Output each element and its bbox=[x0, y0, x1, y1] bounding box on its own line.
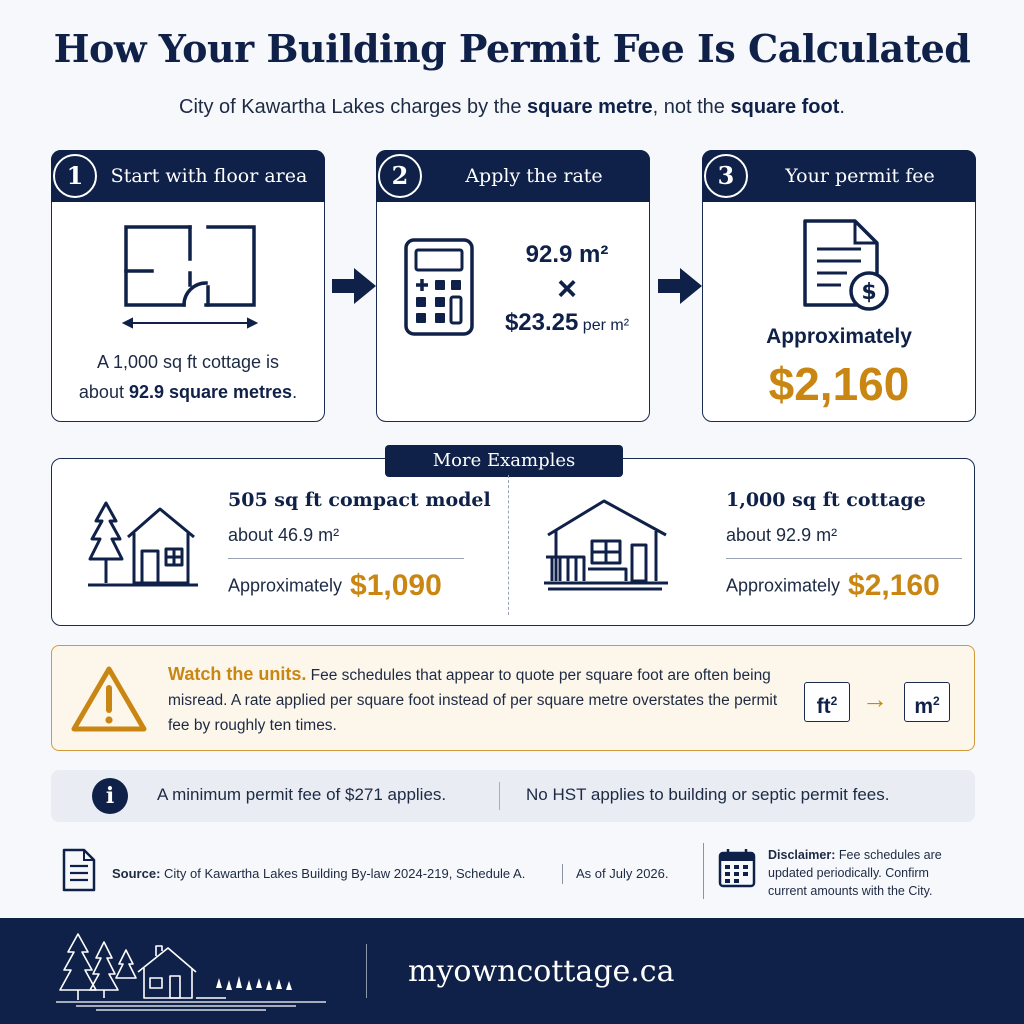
desc-about: about bbox=[78, 382, 129, 402]
disclaimer-text bbox=[768, 846, 968, 900]
example-name: 505 sq ft compact model bbox=[228, 489, 491, 511]
source-text bbox=[112, 866, 525, 881]
example-fee-amount: $2,160 bbox=[848, 569, 940, 602]
warning-heading: Watch the units. bbox=[168, 664, 307, 684]
calendar-icon bbox=[718, 848, 756, 888]
footer-separator bbox=[366, 944, 367, 998]
warning-text bbox=[168, 662, 788, 738]
cottage-landscape-logo bbox=[56, 926, 336, 1016]
subtitle-emphasis-foot: square foot bbox=[730, 96, 840, 118]
cottage-icon bbox=[544, 495, 670, 593]
source-row bbox=[62, 846, 682, 898]
more-examples-tab: More Examples bbox=[385, 445, 623, 477]
step-header bbox=[51, 150, 325, 202]
unit-ft: ft bbox=[816, 695, 831, 718]
step-header bbox=[376, 150, 650, 202]
desc-line: A 1,000 sq ft cottage is bbox=[96, 352, 280, 372]
step-header bbox=[702, 150, 976, 202]
page-title: How Your Building Permit Fee Is Calculated bbox=[53, 26, 971, 71]
calc-rate-unit: per m² bbox=[578, 317, 630, 334]
disclaimer-separator bbox=[703, 843, 704, 899]
step-number: 3 bbox=[704, 154, 748, 198]
desc-metres: 92.9 square metres bbox=[128, 382, 293, 402]
source-label: Source: bbox=[112, 866, 161, 881]
example-fee-row bbox=[726, 569, 962, 603]
step-card-apply-rate bbox=[376, 150, 650, 422]
source-body: City of Kawartha Lakes Building By-law 2024-219, Schedule A. bbox=[160, 866, 526, 881]
example-approx-label: Approximately bbox=[726, 575, 841, 596]
info-icon: i bbox=[92, 778, 128, 814]
as-of-date: As of July 2026. bbox=[576, 866, 669, 881]
example-rule bbox=[726, 558, 962, 559]
document-icon bbox=[62, 848, 96, 892]
svg-text:$: $ bbox=[861, 280, 877, 305]
example-fee-row bbox=[228, 569, 491, 603]
minimum-fee-note: A minimum permit fee of $271 applies. bbox=[157, 785, 447, 804]
warning-triangle-icon bbox=[70, 664, 148, 734]
page-subtitle bbox=[0, 96, 1024, 119]
step-number: 2 bbox=[378, 154, 422, 198]
calc-area: 92.9 m² bbox=[525, 241, 609, 268]
approx-label: Approximately bbox=[766, 325, 912, 348]
subtitle-text: City of Kawartha Lakes charges by the bbox=[179, 96, 528, 118]
calc-rate-value: $23.25 bbox=[504, 309, 579, 336]
step-number: 1 bbox=[53, 154, 97, 198]
disclaimer-body: Fee schedules are updated periodically. Confirm current amounts with the City. bbox=[768, 848, 942, 898]
floor-area-description bbox=[52, 347, 324, 407]
invoice-dollar-icon bbox=[801, 217, 893, 313]
step-card-permit-fee bbox=[702, 150, 976, 422]
disclaimer-label: Disclaimer: bbox=[768, 848, 836, 862]
floor-plan-icon bbox=[120, 221, 260, 331]
calc-times: × bbox=[557, 270, 577, 308]
example-cottage bbox=[726, 489, 962, 603]
units-warning-panel bbox=[51, 645, 975, 751]
desc-end: . bbox=[292, 382, 298, 402]
example-area: about 46.9 m² bbox=[228, 525, 340, 545]
unit-box-m2 bbox=[904, 682, 950, 722]
unit-box-ft2 bbox=[804, 682, 850, 722]
rate-calculation bbox=[487, 241, 647, 337]
hst-note: No HST applies to building or septic permit fees. bbox=[526, 785, 890, 804]
unit-sup: 2 bbox=[830, 694, 838, 708]
calculator-icon bbox=[403, 237, 475, 337]
step-card-floor-area bbox=[51, 150, 325, 422]
arrow-right-icon bbox=[658, 266, 702, 306]
unit-m: m bbox=[914, 695, 933, 718]
examples-divider bbox=[508, 475, 509, 615]
example-area: about 92.9 m² bbox=[726, 525, 838, 545]
example-fee-amount: $1,090 bbox=[350, 569, 442, 602]
footer bbox=[0, 918, 1024, 1024]
step-title: Apply the rate bbox=[465, 165, 603, 187]
permit-fee-amount: $2,160 bbox=[768, 358, 910, 410]
example-compact-model bbox=[228, 489, 491, 603]
step-title: Your permit fee bbox=[785, 165, 935, 187]
step-title: Start with floor area bbox=[110, 165, 308, 187]
warning-body: Fee schedules that appear to quote per square foot are often being misread. A rate applied per square foot instead of per square metre overstates the permit fee by roughly ten times. bbox=[168, 667, 778, 734]
unit-arrow: → bbox=[862, 684, 888, 714]
compact-house-icon bbox=[88, 499, 200, 591]
brand-name: myowncottage.ca bbox=[408, 954, 675, 989]
more-examples-panel bbox=[51, 450, 975, 626]
subtitle-text: . bbox=[839, 96, 845, 118]
unit-sup: 2 bbox=[933, 694, 940, 708]
arrow-right-icon bbox=[332, 266, 376, 306]
calc-rate bbox=[487, 309, 647, 337]
example-name: 1,000 sq ft cottage bbox=[726, 489, 926, 511]
source-separator bbox=[562, 864, 563, 884]
subtitle-emphasis-metre: square metre bbox=[527, 96, 653, 118]
subtitle-text: , not the bbox=[652, 96, 731, 118]
info-bar bbox=[51, 770, 975, 822]
example-rule bbox=[228, 558, 464, 559]
example-approx-label: Approximately bbox=[228, 575, 343, 596]
info-separator bbox=[499, 782, 500, 810]
